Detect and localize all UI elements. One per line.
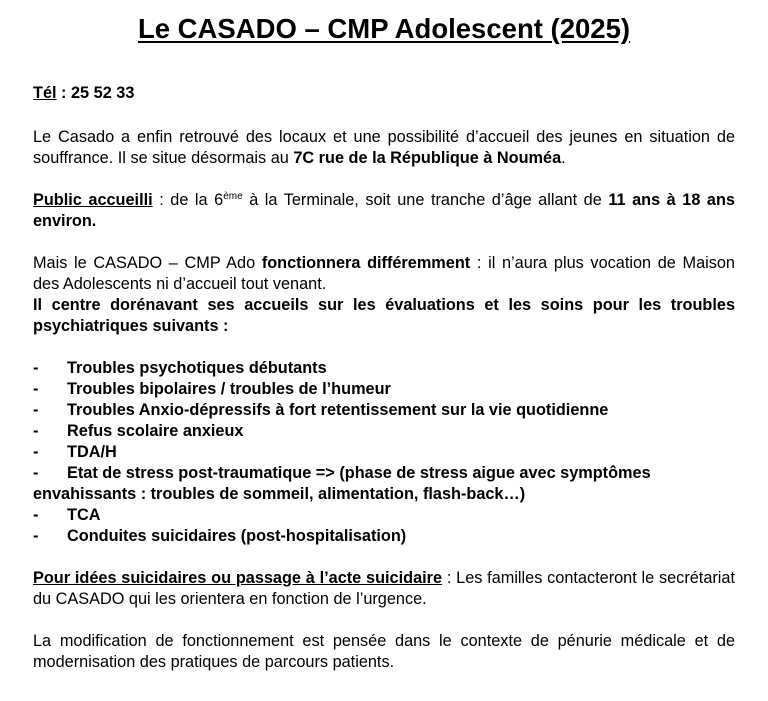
bullet-dash: -	[33, 443, 39, 461]
document-body	[33, 83, 735, 673]
list-item-text: Etat de stress post-traumatique => (phase de stress aigue avec symptômes envahissants : troubles de sommeil, alimentation, flash-back…)	[33, 464, 651, 503]
change-text: Mais le CASADO – CMP Ado	[33, 254, 262, 272]
list-item	[33, 379, 735, 400]
list-item	[33, 505, 735, 526]
phone-separator: :	[56, 84, 71, 102]
suicide-paragraph	[33, 568, 735, 610]
change-paragraph	[33, 253, 735, 295]
public-paragraph	[33, 190, 735, 232]
list-item	[33, 421, 735, 442]
list-item	[33, 400, 735, 421]
intro-end: .	[561, 149, 566, 167]
suicide-label: Pour idées suicidaires ou passage à l’acte suicidaire	[33, 569, 443, 587]
intro-paragraph	[33, 127, 735, 169]
suicide-text: : Les familles contacteront le secrétariat du CASADO qui les orientera en fonction de l’urgence.	[33, 569, 735, 608]
list-item-text: Refus scolaire anxieux	[67, 422, 244, 440]
closing-paragraph: La modification de fonctionnement est pensée dans le contexte de pénurie médicale et de modernisation des pratiques de parcours patients.	[33, 632, 735, 671]
list-item-text: Troubles bipolaires / troubles de l’humeur	[67, 380, 391, 398]
grade-superscript: ème	[223, 191, 243, 202]
list-item	[33, 358, 735, 379]
phone-label: Tél	[33, 84, 57, 102]
public-label: Public accueilli	[33, 191, 153, 209]
public-text: : de la 6	[152, 191, 224, 209]
bullet-dash: -	[33, 422, 39, 440]
phone-number: 25 52 33	[71, 84, 135, 102]
list-item	[33, 526, 735, 547]
focus-text: Il centre dorénavant ses accueils sur les évaluations et les soins pour les troubles psychiatriques suivants :	[33, 296, 735, 335]
list-item-text: Conduites suicidaires (post-hospitalisation)	[67, 527, 407, 545]
public-text-2: à la Terminale, soit une tranche d’âge allant de	[242, 191, 609, 209]
address: 7C rue de la République à Nouméa	[293, 149, 562, 167]
document-title: Le CASADO – CMP Adolescent (2025)	[137, 13, 631, 44]
focus-paragraph	[33, 295, 735, 337]
list-item-text: Troubles Anxio-dépressifs à fort retentissement sur la vie quotidienne	[67, 401, 609, 419]
change-emphasis: fonctionnera différemment	[261, 254, 471, 272]
change-text-2: : il n’aura plus vocation de Maison des Adolescents ni d’accueil tout venant.	[33, 254, 735, 293]
bullet-dash: -	[33, 464, 39, 482]
age-range: 11 ans à 18 ans environ.	[33, 191, 735, 230]
bullet-dash: -	[33, 506, 39, 524]
bullet-dash: -	[33, 401, 39, 419]
phone-line	[33, 83, 735, 104]
intro-text: Le Casado a enfin retrouvé des locaux et une possibilité d’accueil des jeunes en situation de souffrance. Il se situe désormais au	[33, 128, 735, 167]
list-item-text: TCA	[67, 506, 101, 524]
bullet-dash: -	[33, 380, 39, 398]
bullet-dash: -	[33, 359, 39, 377]
list-item-text: TDA/H	[67, 443, 117, 461]
bullet-dash: -	[33, 527, 39, 545]
list-item-text: Troubles psychotiques débutants	[67, 359, 327, 377]
list-item	[33, 442, 735, 463]
disorders-list	[33, 358, 735, 547]
list-item	[33, 463, 735, 505]
